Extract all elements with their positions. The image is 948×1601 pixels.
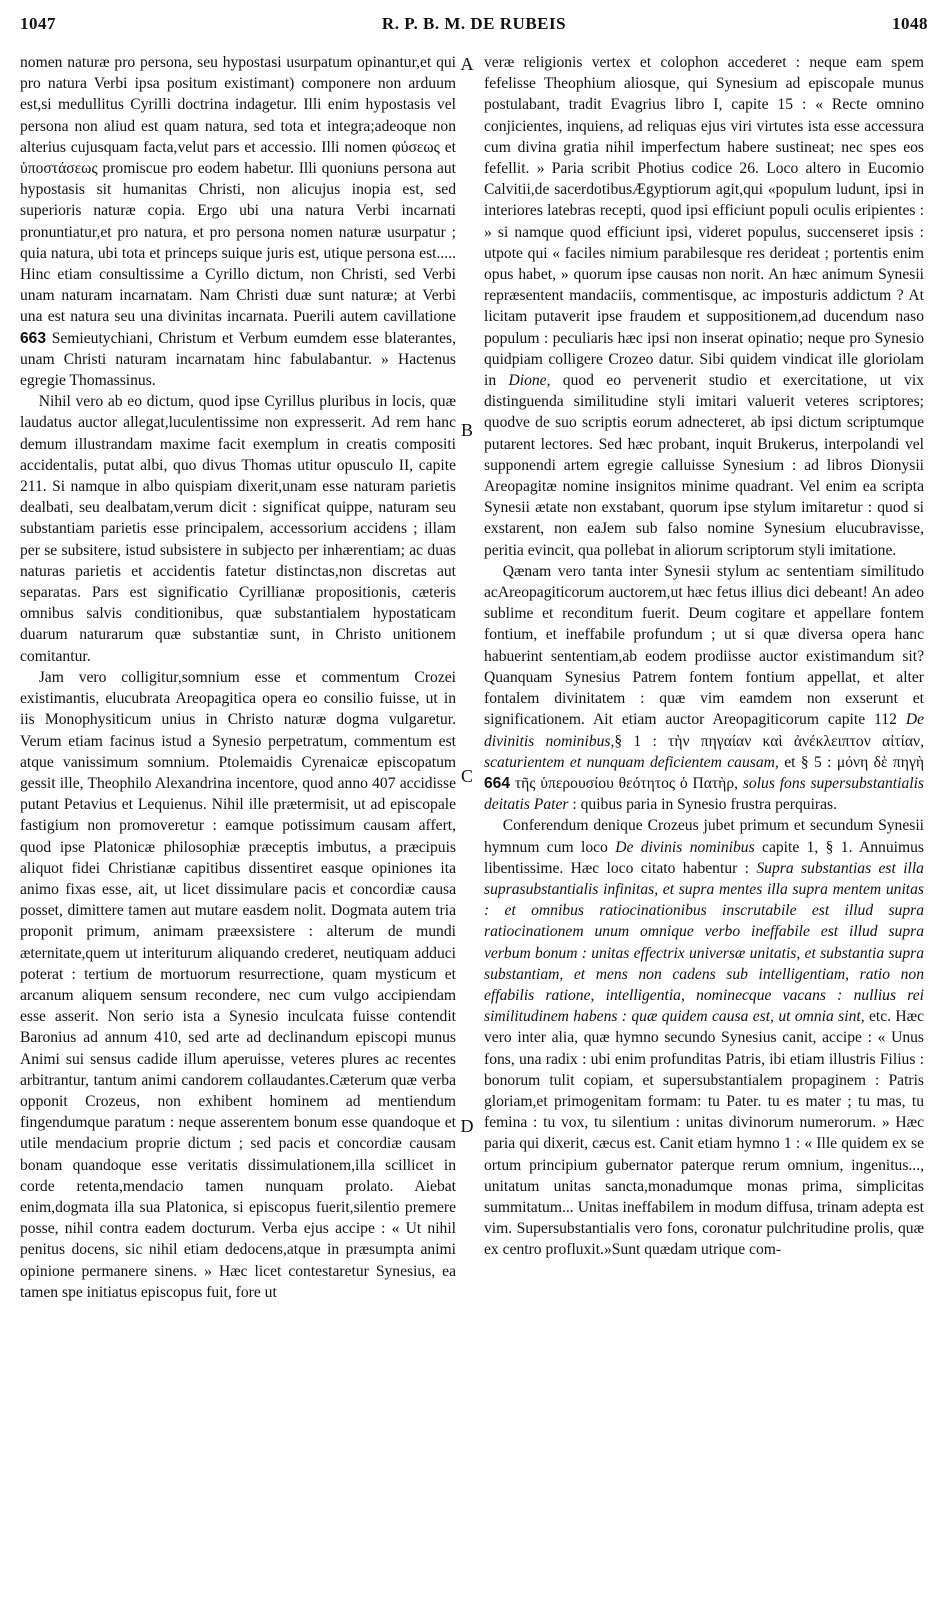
- page-header: [20, 14, 928, 38]
- section-marker-a: A: [460, 54, 474, 74]
- paragraph: nomen naturæ pro persona, seu hypostasi usurpatum opinantur,et qui pro natura Verbi ipsa positum existimant) componere non arduum est,si medullitus Cyrilli doctrina indagetur. Illi enim hypostasis vel persona non aliud est quam natura, sed tota et integra;adeoque non alterius cujusquam facta,velut pars et accessio. Illi nomen φύσεως et ὑποστάσεως promiscue pro eodem habetur. Illi quoniuns persona aut hypostasis sit humanitas Christi, non alicujus inopia est, sed superioris naturæ copia. Ergo ubi una natura Verbi incarnati pronuntiatur,et pro natura, et pro persona nomen naturæ usurpatur ; quia natura, ubi tota et princeps suique juris est, utique persona est..... Hinc etiam consultissime a Cyrillo dictum, non Christi, sed Verbi unam naturam incarnatam. Nam Christi duæ sunt naturæ; at Verbi una est natura seu una divinitas incarnata. Puerili autem cavillatione 663 Semieutychiani, Christum et Verbum eumdem esse blaterantes, unam Christi naturam incarnatam hinc fabulabantur. » Hactenus egregie Thomassinus.: [20, 54, 456, 390]
- section-marker-b: B: [460, 420, 473, 440]
- running-title: R. P. B. M. DE RUBEIS: [381, 14, 567, 33]
- section-marker-c: C: [460, 766, 473, 786]
- page-number-left: 1047: [20, 14, 56, 33]
- paragraph: Qænam vero tanta inter Synesii stylum ac sententiam similitudo acAreopagiticorum auctorem,ut hæc fetus illius dici debeant! An adeo sublime et reconditum fuerit. Deum cogitare et appellare fontem fontium, et ineffabile profundum ; ut si quæ diversa opera hanc habuerint sententiam,ab eodem prodiisse auctor existimandum sit? Quanquam Synesius Patrem fontem fontium appellat, et alter fontalem divinitatem : quæ vim eamdem non exserunt et significationem. Ait etiam auctor Areopagiticorum capite 112 De divinitis nominibus,§ 1 : τὴν πηγαίαν καὶ ἀνέκλειπτον αἰτίαν, scaturientem et nunquam deficientem causam, et § 5 : μόνη δὲ πηγὴ 664 τῆς ὑπερουσίου θεότητος ὁ Πατὴρ, solus fons supersubstantialis deitatis Pater : quibus paria in Synesio frustra perquiras.: [484, 562, 924, 814]
- paragraph: Conferendum denique Crozeus jubet primum et secundum Synesii hymnum cum loco De divinis nominibus capite 1, § 1. Annuimus libentissime. Hæc loco citato habentur : Supra substantias est illa suprasubstantialis infinitas, et supra mentes illa supra mentem unitas : et omnibus ratiocinationibus inscrutabile est illud supra ratiocinationem unum omnique verbo ineffabile est illud supra verbum bonum : unitas effectrix universæ unitatis, et substantia supra substantiam, et mens non cadens sub intelligentiam, ratio non effabilis ratione, intelligentia, nominecque vacans : nullius rei similitudinem habens : quæ quidem causa est, ut omnia sint, etc. Hæc vero inter alia, quæ hymno secundo Synesius canit, accipe : « Unus fons, una radix : ubi enim profunditas Patris, ibi etiam illustris Filius : bonorum tulit copiam, et supersubstantialem propaginem : Patris gloriam,et primogenitam formam: tu Pater. tu es mater ; tu mas, tu femina : tu vox, tu silentium : unitas divinorum numerorum. » Hæc paria qui dixerit, cæcus est. Canit etiam hymno 1 : « Ille quidem ex se ortum principium gubernator paterque rerum omnium, ingenitus..., unitatum unitas sancta,monadumque monas prima, simplicitas summitatum... Unitas ineffabilem in modum diffusa, trinam adepta est vim. Supersubstantialis vero fons, coronatur pulchritudine prolis, quæ ex centro profluxit.»Sunt quædam utrique com-: [484, 817, 924, 1259]
- left-column: [20, 52, 456, 1303]
- paragraph: Jam vero colligitur,somnium esse et commentum Crozei existimantis, elucubrata Areopagitica opera eo consilio fuisse, ut in iis Monophysiticum unius in Christo naturæ dogma vulgaretur. Verum etiam facinus istud a Synesio perpetratum, commentum est atque vanissimum somnium. Ptolemaidis Cyrenaicæ episcopatum gessit ille, Theophilo Alexandrina incentore, quod anno 407 accidisse putant Petavius et Lequienus. Nihil ille prætermisit, ut ad episcopale fastigium non promoveretur : eamque potissimum causam affert, quod ipse Platonicæ philosophiæ præceptis imbutus, a præcipuis aliquot fidei Christianæ capitibus dissentiret easque opiniones ita animo fixas esse, ait, ut licet dissimulare pacis et concordiæ causa posset, dimittere tamen aut mutare easdem nolit. Dogmata autem tria proponit primum, animam præexsistere : alterum de mundi æternitate,quem ut interiturum aliquando crederet, neutiquam adduci poterat : tertium de mortuorum resurrectione, quam mysticum et arcanum aliquem sensum recondere, nec cum vulgo accipiendam esse asserit. Non serio ista a Synesio inculcata fuisse contendit Baronius ad annum 410, sed arte ad declinandum episcopi munus Animi sui sensus cadide illum aperuisse, veteres plures ac recentes arbitrantur, tantum animi candorem collaudantes.Cæterum quæ verba opponit Crozeus, non exhibent hominem ad mentiendum fingendumque paratum : neque asserentem bonum esse quandoque et utile mendacium proprie dictum ; sed pacis et concordiæ causam bonam quandoque esse veritatis dissimulationem,illa scillicet in corde retenta,mendacio tamen nunquam prolato. Aiebat enim,dogmata illa sua Platonica, si episcopus fuerit,silentio premere posse, nihil contra eadem docturum. Verba ejus accipe : « Ut nihil penitus docens, sic nihil etiam dedocens,atque in præsumpta animi opinione permanere sinens. » Hæc licet contestaretur Synesius, ea tamen spe initiatus episcopus fuit, fore ut: [20, 668, 456, 1301]
- right-column: [484, 52, 924, 1261]
- marginal-number: 663: [20, 329, 47, 347]
- paragraph: Nihil vero ab eo dictum, quod ipse Cyrillus pluribus in locis, quæ laudatus auctor allegat,luculentissime non expresserit. Ad rem hanc demum illustrandam maxime facit exemplum in creatis compositi accidentalis, putat albi, quo divus Thomas utitur opusculo II, capite 211. Si namque in albo quispiam dixerit,unam esse naturam parietis dealbati, seu dealbatam,verum dicit : significat quippe, naturam seu substantiam parietis esse principalem, accessorium accidens ; illam per se subsitere, istud subsistere in subjecto per inhærentiam; ac duas naturas parietis et accidentis fatetur distinctas,non discretas aut separatas. Pars est significatio Cyrillianæ propositionis, cæteris omnibus salvis conditionibus, quæ substantialem hypostaticam duarum naturarum quæ substantiæ sunt, in Christo unitionem comitantur.: [20, 393, 456, 665]
- section-marker-d: D: [460, 1116, 474, 1136]
- marginal-number: 664: [484, 774, 511, 792]
- page-number-right: 1048: [892, 14, 928, 33]
- paragraph: veræ religionis vertex et colophon accederet : neque eam spem fefelisse Theophium aliosque, qui Synesium ad episcopale munus postulabant, tradit Evagrius libro I, capite 15 : « Recte omnino conjicientes, inquiens, ad reliquas ejus viri virtutes ista esse accessura cum divina gratia nihil imperfectum habere sustineat; nec spes eos fefellit. » Paria scribit Photius codice 26. Loco altero in Eucomio Calvitii,de sacerdotibusÆgyptiorum agit,qui «populum ludunt, ipsi in interiores latebras recepti, quod ipsi efficiunt populi oculis eripientes : » si namque quod efficiunt ipsi, videret populus, succenseret ipsis : utpote qui « faciles nimium parabilesque res derideat ; portentis enim opus habet, » quorum ipse causas non norit. An hæc animum Synesii repræsentent mandaciis, commentisque, ac imposturis addictum ? At licitam putaverit ipse fraudem et suppositionem,ad ducendum naso populum : peculiaris hæc ipsi non inserat opinatio; neque pro Synesio quidpiam colligere Crozeo datur. Sibi quidem vindicat ille gloriolam in Dione, quod eo pervenerit studio et exercitatione, ut vix distinguenda similitudine styli imitari valuerit veteres scriptores; quodve de suo scriptis eorum adnecteret, ab ipsi dictum scriptumque putarent lectores. Sed hæc probant, inquit Brukerus, interpolandi vel supponendi artem egregie calluisse Synesium : ad libros Dionysii Areopagitæ nomine insignitos minime quadrant. Vel enim ea scripta Synesii ætate non exstabant, quorum ipse stylum imitaretur : quod si exstarent, non eaJem sub falso nomine Synesium elucubravisse, peritia evincit, qua pollebat in aliorum scriptorum styli imitatione.: [484, 54, 924, 559]
